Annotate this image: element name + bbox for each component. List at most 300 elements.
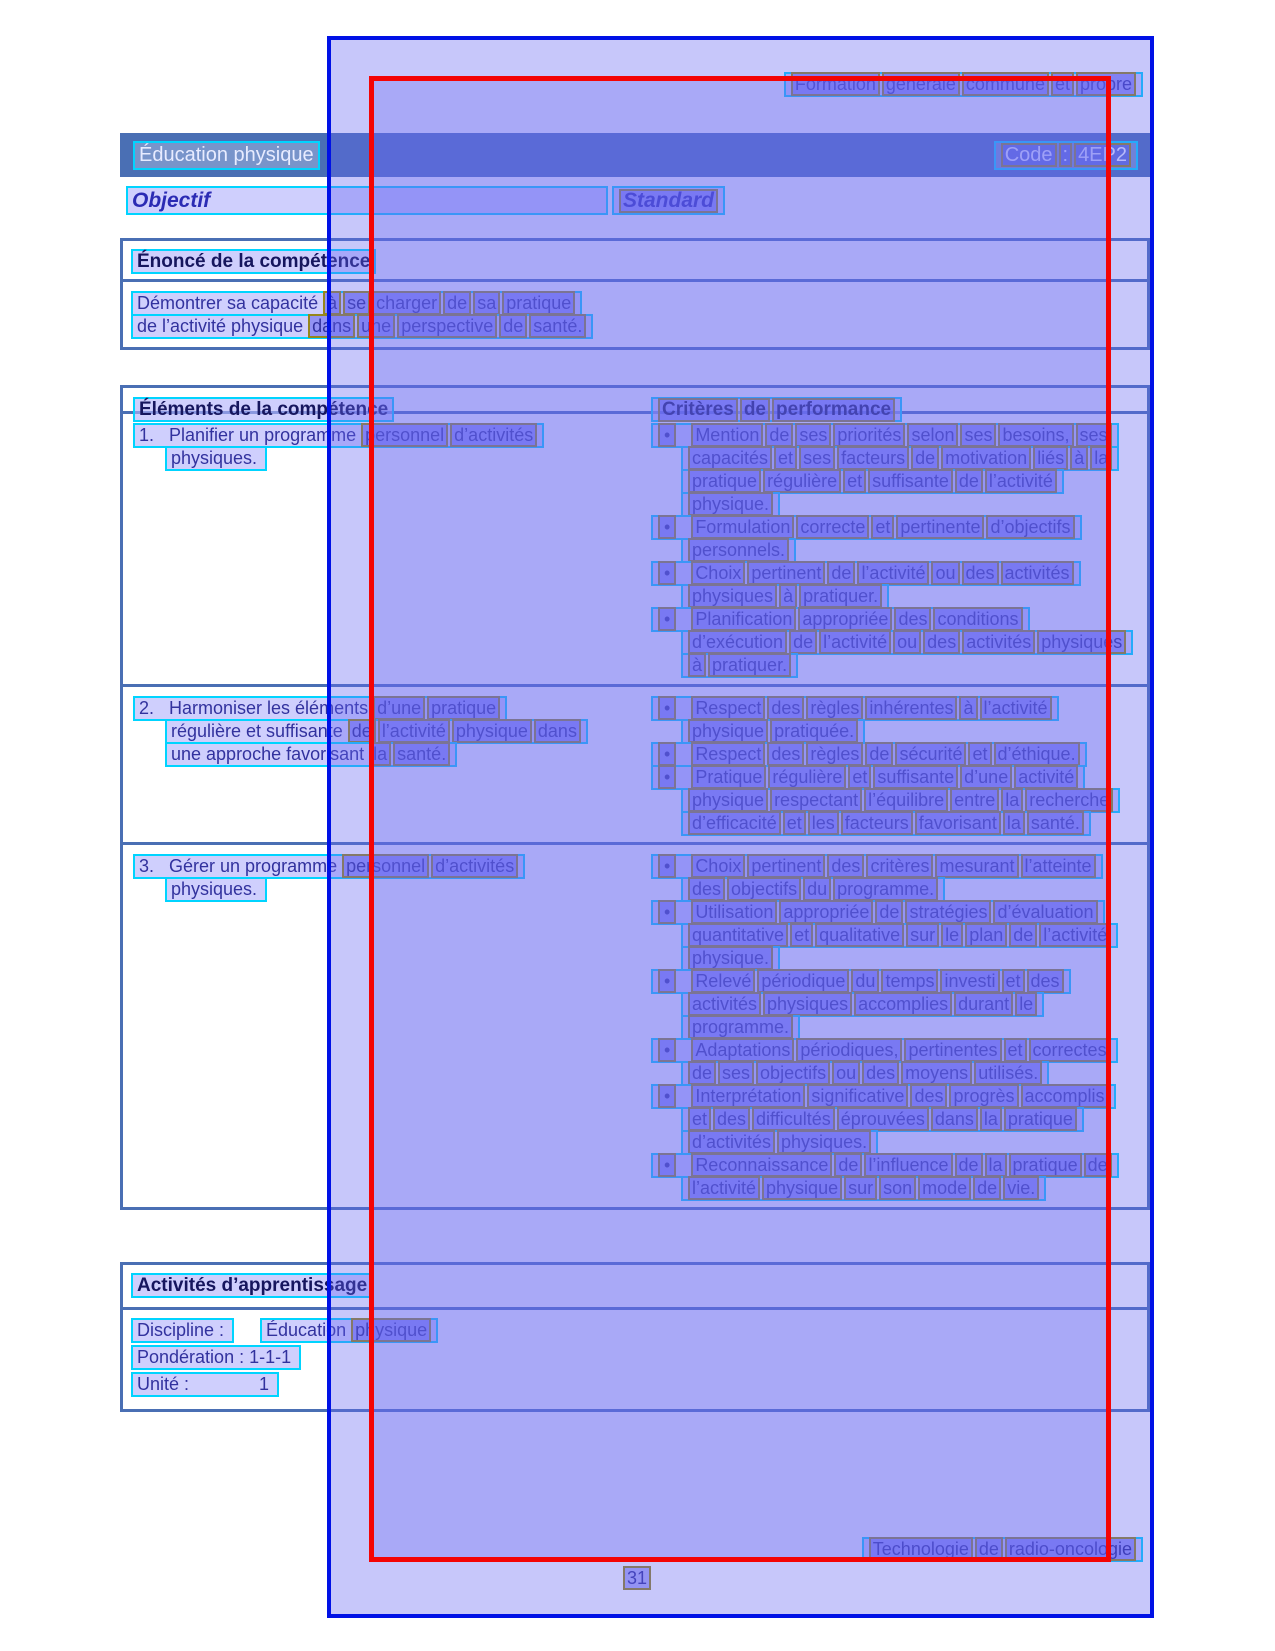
text-line bbox=[165, 877, 267, 902]
competence-row bbox=[123, 414, 1147, 687]
text-line-row bbox=[681, 653, 1147, 676]
word-box: règles bbox=[810, 698, 860, 718]
word-box: des bbox=[965, 563, 995, 583]
word-box: l’activité bbox=[1043, 925, 1108, 945]
criteres-header-cell bbox=[647, 388, 1147, 420]
word-box: Technologie bbox=[872, 1539, 969, 1559]
word-box: physique bbox=[355, 1320, 428, 1340]
word-box: Respect bbox=[695, 698, 762, 718]
word-box: appropriée bbox=[783, 902, 870, 922]
word-box: de bbox=[831, 563, 852, 583]
word-box: de bbox=[503, 316, 524, 336]
word-box: ou bbox=[897, 632, 918, 652]
text-line-row bbox=[681, 492, 1147, 515]
word-box: pertinentes bbox=[908, 1040, 998, 1060]
word-box: et bbox=[794, 925, 810, 945]
text-line bbox=[681, 653, 798, 678]
text-line bbox=[131, 314, 593, 339]
word-box: des bbox=[692, 879, 722, 899]
word-box: dans bbox=[537, 721, 577, 741]
word-box: motivation bbox=[945, 448, 1028, 468]
word-box: et bbox=[692, 1109, 708, 1129]
word-box: physiques bbox=[1041, 632, 1123, 652]
text-line bbox=[165, 742, 457, 767]
activites-title-row bbox=[123, 1265, 1147, 1310]
bullet-word-box: • bbox=[660, 517, 674, 537]
word-box: l’activité bbox=[861, 563, 926, 583]
word-box: programme. bbox=[837, 879, 935, 899]
plain-text: Discipline : bbox=[137, 1320, 225, 1340]
text-line-row bbox=[681, 1015, 1147, 1038]
word-box: et bbox=[778, 448, 794, 468]
plain-text: 1. Planifier un programme bbox=[139, 425, 357, 445]
word-box: d’efficacité bbox=[692, 813, 777, 833]
word-box: et bbox=[1007, 1040, 1023, 1060]
word-box: activités bbox=[966, 632, 1032, 652]
text-line bbox=[651, 1084, 1116, 1109]
word-box: et bbox=[786, 813, 802, 833]
word-box: accomplis bbox=[1024, 1086, 1105, 1106]
text-line bbox=[165, 719, 588, 744]
text-line bbox=[681, 992, 1044, 1017]
activites-title: Activités d’apprentissage bbox=[131, 1273, 373, 1298]
word-box: Pratique bbox=[695, 767, 763, 787]
criteria-cell bbox=[647, 687, 1147, 842]
word-box: priorités bbox=[837, 425, 902, 445]
word-box: objectifs bbox=[731, 879, 798, 899]
enonce-title-row bbox=[123, 241, 1147, 282]
word-box: physique bbox=[766, 1178, 839, 1198]
word-box: la bbox=[1005, 790, 1020, 810]
text-line bbox=[131, 1372, 279, 1397]
word-box: physique bbox=[692, 790, 765, 810]
text-line bbox=[681, 1130, 878, 1155]
text-line-row bbox=[681, 1130, 1147, 1153]
word-box: appropriée bbox=[802, 609, 889, 629]
text-line-row bbox=[681, 446, 1147, 469]
word-box: des bbox=[914, 1086, 944, 1106]
bullet-word-box: • bbox=[660, 1040, 674, 1060]
criteria-cell bbox=[647, 414, 1147, 684]
word-box: pratique bbox=[1012, 1155, 1078, 1175]
activites-line bbox=[131, 1372, 1147, 1399]
word-box: l’influence bbox=[868, 1155, 949, 1175]
word-box: ses bbox=[803, 448, 832, 468]
word-box: Code bbox=[1004, 143, 1053, 166]
text-line bbox=[681, 1176, 1046, 1201]
text-line bbox=[131, 1318, 234, 1343]
word-box: physique bbox=[455, 721, 528, 741]
word-box: de bbox=[958, 471, 979, 491]
text-line bbox=[681, 446, 1119, 471]
text-line bbox=[681, 811, 1091, 836]
word-box: d’évaluation bbox=[997, 902, 1094, 922]
word-box: pratique bbox=[431, 698, 497, 718]
plain-text: 3. Gérer un programme bbox=[139, 856, 338, 876]
footer-right-text bbox=[862, 1537, 1143, 1560]
text-line bbox=[133, 696, 507, 721]
word-box: correcte bbox=[800, 517, 866, 537]
word-box: personnel bbox=[365, 425, 445, 445]
word-box: ses bbox=[722, 1063, 751, 1083]
word-box: ou bbox=[836, 1063, 857, 1083]
word-box: de bbox=[978, 1539, 999, 1559]
word-box: pratiquée. bbox=[774, 721, 855, 741]
word-box: les bbox=[811, 813, 835, 833]
text-line-row bbox=[165, 877, 647, 900]
word-box: ses bbox=[1079, 425, 1108, 445]
word-box: son bbox=[883, 1178, 913, 1198]
element-cell bbox=[123, 687, 647, 842]
word-box: de bbox=[869, 744, 890, 764]
word-box: des bbox=[771, 698, 801, 718]
text-line-row bbox=[681, 811, 1147, 834]
competence-rows bbox=[123, 414, 1147, 1207]
text-line bbox=[681, 923, 1118, 948]
word-box: et bbox=[1054, 74, 1070, 94]
word-box: la bbox=[988, 1155, 1003, 1175]
word-box: Choix bbox=[695, 563, 742, 583]
text-line-row bbox=[651, 1084, 1147, 1107]
text-line-row bbox=[681, 469, 1147, 492]
word-box: ses bbox=[799, 425, 828, 445]
text-line bbox=[651, 765, 1085, 790]
text-line bbox=[681, 1015, 800, 1040]
word-box: sur bbox=[910, 925, 936, 945]
word-box: Formation bbox=[794, 74, 876, 94]
word-box: physiques bbox=[692, 586, 774, 606]
word-box: Planification bbox=[695, 609, 793, 629]
word-box: d’exécution bbox=[692, 632, 784, 652]
bullet-word-box: • bbox=[660, 902, 674, 922]
word-box: des bbox=[771, 744, 801, 764]
word-box: à bbox=[692, 655, 703, 675]
word-box: correctes bbox=[1032, 1040, 1107, 1060]
word-box: de bbox=[977, 1178, 998, 1198]
plain-text: de l’activité physique bbox=[137, 316, 304, 336]
word-box: sa bbox=[477, 293, 497, 313]
text-line bbox=[612, 186, 725, 215]
text-line-row bbox=[651, 900, 1147, 923]
page-header-right bbox=[784, 72, 1143, 95]
word-box: ses bbox=[964, 425, 993, 445]
word-box: Reconnaissance bbox=[695, 1155, 829, 1175]
text-line bbox=[165, 446, 267, 471]
word-box: à bbox=[327, 293, 338, 313]
word-box: Choix bbox=[695, 856, 742, 876]
page-number bbox=[622, 1568, 652, 1591]
word-box: programme. bbox=[692, 1017, 790, 1037]
plain-text: physiques. bbox=[171, 448, 258, 468]
word-box: : bbox=[1062, 143, 1069, 166]
title-bar-title: Éducation physique bbox=[133, 141, 320, 170]
word-box: besoins, bbox=[1002, 425, 1070, 445]
text-line bbox=[651, 1038, 1118, 1063]
word-box: facteurs bbox=[844, 813, 909, 833]
word-box: ou bbox=[935, 563, 956, 583]
word-box: suffisante bbox=[872, 471, 949, 491]
word-box: sécurité bbox=[899, 744, 963, 764]
word-box: perspective bbox=[401, 316, 494, 336]
text-line-row bbox=[651, 1038, 1147, 1061]
word-box: stratégies bbox=[909, 902, 988, 922]
word-box: favorisant bbox=[918, 813, 997, 833]
word-box: de bbox=[838, 1155, 859, 1175]
word-box: entre bbox=[954, 790, 996, 810]
word-box: à bbox=[783, 586, 794, 606]
competence-row bbox=[123, 687, 1147, 845]
text-line bbox=[651, 515, 1082, 540]
text-line-row bbox=[651, 696, 1147, 719]
word-box: activités bbox=[692, 994, 758, 1014]
word-box: propre bbox=[1079, 74, 1132, 94]
word-box: et bbox=[1005, 971, 1021, 991]
text-line-row bbox=[622, 1568, 652, 1591]
title-bar bbox=[120, 133, 1150, 177]
word-box: pertinente bbox=[900, 517, 981, 537]
word-box: suffisante bbox=[877, 767, 955, 787]
word-box: significative bbox=[811, 1086, 905, 1106]
word-box: de bbox=[1013, 925, 1034, 945]
text-line bbox=[681, 584, 889, 609]
word-box: l’atteinte bbox=[1024, 856, 1092, 876]
word-box: mode bbox=[922, 1178, 968, 1198]
text-line-row bbox=[862, 1537, 1143, 1560]
word-box: Adaptations bbox=[695, 1040, 791, 1060]
column-labels-row bbox=[126, 186, 1150, 215]
word-box: critères bbox=[870, 856, 930, 876]
word-box: pratiquer. bbox=[712, 655, 788, 675]
word-box: activités bbox=[1004, 563, 1070, 583]
text-line bbox=[651, 1153, 1119, 1178]
text-line bbox=[651, 969, 1071, 994]
word-box: régulière bbox=[767, 471, 838, 491]
word-box: pertinent bbox=[751, 856, 822, 876]
word-box: progrès bbox=[953, 1086, 1015, 1106]
word-box: pratique bbox=[506, 293, 572, 313]
word-box: et bbox=[847, 471, 863, 491]
word-box: Interprétation bbox=[695, 1086, 802, 1106]
text-line bbox=[133, 423, 544, 448]
word-box: personnel bbox=[346, 856, 426, 876]
text-line bbox=[784, 72, 1143, 97]
word-box: à bbox=[963, 698, 974, 718]
word-box: investi bbox=[944, 971, 996, 991]
text-line-row bbox=[165, 446, 647, 469]
word-box: objectifs bbox=[760, 1063, 827, 1083]
enonce-body bbox=[123, 282, 1147, 347]
text-line bbox=[681, 630, 1133, 655]
word-box: Utilisation bbox=[695, 902, 774, 922]
word-box: des bbox=[866, 1063, 896, 1083]
bullet-word-box: • bbox=[660, 698, 674, 718]
text-line-row bbox=[651, 969, 1147, 992]
word-box: de bbox=[1087, 1155, 1108, 1175]
text-line bbox=[681, 946, 780, 971]
plain-text: 2. Harmoniser les éléments bbox=[139, 698, 369, 718]
text-line bbox=[681, 788, 1120, 813]
elements-header-cell bbox=[123, 388, 647, 420]
word-box: 31 bbox=[627, 1568, 648, 1588]
word-box: des bbox=[927, 632, 957, 652]
text-line-row bbox=[133, 696, 647, 719]
text-line bbox=[681, 538, 796, 563]
word-box: performance bbox=[776, 399, 892, 420]
bullet-word-box: • bbox=[660, 971, 674, 991]
element-cell bbox=[123, 414, 647, 684]
word-box: physique. bbox=[692, 494, 770, 514]
word-box: utilisés. bbox=[978, 1063, 1039, 1083]
word-box: des bbox=[831, 856, 861, 876]
text-line bbox=[651, 423, 1119, 448]
word-box: inhérentes bbox=[869, 698, 954, 718]
competence-header-row bbox=[123, 388, 1147, 420]
word-box: une bbox=[361, 316, 392, 336]
text-line-row bbox=[165, 742, 647, 765]
word-box: la bbox=[983, 1109, 998, 1129]
word-box: 4EP2 bbox=[1078, 143, 1127, 166]
word-box: d’activités bbox=[454, 425, 534, 445]
word-box: dans bbox=[934, 1109, 974, 1129]
word-box: l’activité bbox=[823, 632, 888, 652]
word-box: de bbox=[879, 902, 900, 922]
word-box: d’une bbox=[964, 767, 1009, 787]
word-box: recherche bbox=[1029, 790, 1110, 810]
text-line bbox=[651, 607, 1030, 632]
bullet-word-box: • bbox=[660, 767, 674, 787]
activites-table bbox=[120, 1262, 1150, 1412]
activites-line bbox=[131, 1318, 1147, 1345]
plain-text: Démontrer sa capacité bbox=[137, 293, 319, 313]
text-line-row bbox=[165, 719, 647, 742]
word-box: difficultés bbox=[756, 1109, 831, 1129]
word-box: du bbox=[807, 879, 828, 899]
text-line-row bbox=[681, 946, 1147, 969]
text-line-row bbox=[651, 742, 1147, 765]
word-box: Respect bbox=[695, 744, 762, 764]
text-line-row bbox=[651, 854, 1147, 877]
word-box: générale bbox=[885, 74, 956, 94]
text-line-row bbox=[651, 607, 1147, 630]
word-box: éprouvées bbox=[840, 1109, 925, 1129]
word-box: activité bbox=[1018, 767, 1075, 787]
word-box: des bbox=[898, 609, 928, 629]
word-box: durant bbox=[958, 994, 1010, 1014]
word-box: dans bbox=[312, 316, 352, 336]
word-box: pertinent bbox=[751, 563, 822, 583]
word-box: des bbox=[717, 1109, 747, 1129]
text-line bbox=[681, 877, 945, 902]
bullet-word-box: • bbox=[660, 609, 674, 629]
text-line-row bbox=[651, 515, 1147, 538]
plain-text: Pondération : 1-1-1 bbox=[137, 1347, 292, 1367]
word-box: de bbox=[692, 1063, 713, 1083]
word-box: commune bbox=[965, 74, 1045, 94]
text-line bbox=[681, 1061, 1049, 1086]
text-line-row bbox=[681, 1176, 1147, 1199]
text-line-row bbox=[133, 854, 647, 877]
text-line bbox=[651, 900, 1105, 925]
word-box: physique. bbox=[692, 948, 770, 968]
text-line bbox=[994, 141, 1138, 170]
word-box: du bbox=[855, 971, 876, 991]
bullet-word-box: • bbox=[660, 1086, 674, 1106]
text-line bbox=[131, 1345, 301, 1370]
word-box: se bbox=[347, 293, 367, 313]
text-line bbox=[133, 854, 525, 879]
word-box: physique bbox=[692, 721, 765, 741]
word-box: d’éthique. bbox=[997, 744, 1076, 764]
title-bar-code bbox=[994, 141, 1138, 170]
word-box: vie. bbox=[1007, 1178, 1036, 1198]
text-line bbox=[622, 1568, 652, 1589]
word-box: Mention bbox=[695, 425, 760, 445]
word-box: personnels. bbox=[692, 540, 786, 560]
word-box: facteurs bbox=[841, 448, 906, 468]
text-line-row bbox=[681, 630, 1147, 653]
enonce-title: Énoncé de la compétence bbox=[131, 249, 376, 274]
text-line-row bbox=[681, 992, 1147, 1015]
bullet-word-box: • bbox=[660, 856, 674, 876]
word-box: liés bbox=[1037, 448, 1065, 468]
word-box: physiques bbox=[767, 994, 849, 1014]
text-line-row bbox=[651, 765, 1147, 788]
elements-header: Éléments de la compétence bbox=[133, 397, 394, 422]
bullet-word-box: • bbox=[660, 563, 674, 583]
word-box: de bbox=[769, 425, 790, 445]
text-line bbox=[681, 1107, 1084, 1132]
word-box: d’activités bbox=[435, 856, 515, 876]
word-box: physiques. bbox=[781, 1132, 868, 1152]
word-box: mesurant bbox=[939, 856, 1015, 876]
word-box: de bbox=[793, 632, 814, 652]
word-box: qualitative bbox=[819, 925, 901, 945]
text-line bbox=[131, 291, 582, 316]
text-line-row bbox=[133, 423, 647, 446]
word-box: d’objectifs bbox=[990, 517, 1071, 537]
word-box: l’équilibre bbox=[868, 790, 945, 810]
text-line-row bbox=[681, 788, 1147, 811]
plain-text: Unité : 1 bbox=[137, 1374, 270, 1394]
word-box: d’une bbox=[377, 698, 422, 718]
text-line-row bbox=[681, 1107, 1147, 1130]
word-box: respectant bbox=[774, 790, 859, 810]
text-line bbox=[862, 1537, 1143, 1562]
word-box: Formulation bbox=[695, 517, 791, 537]
text-line-row bbox=[651, 1153, 1147, 1176]
plain-text: Éducation bbox=[266, 1320, 347, 1340]
word-box: quantitative bbox=[692, 925, 785, 945]
word-box: à bbox=[1074, 448, 1085, 468]
element-cell bbox=[123, 845, 647, 1207]
word-box: moyens bbox=[905, 1063, 969, 1083]
word-box: règles bbox=[810, 744, 860, 764]
plain-text: une approche favorisant bbox=[171, 744, 365, 764]
text-line-row bbox=[681, 719, 1147, 742]
text-line-row bbox=[681, 923, 1147, 946]
text-line-row bbox=[784, 72, 1143, 95]
criteria-cell bbox=[647, 845, 1147, 1207]
plain-text: régulière et suffisante bbox=[171, 721, 343, 741]
word-box: la bbox=[373, 744, 388, 764]
word-box: des bbox=[1030, 971, 1060, 991]
text-line bbox=[651, 696, 1059, 721]
word-box: accomplies bbox=[858, 994, 949, 1014]
text-line-row bbox=[681, 1061, 1147, 1084]
text-line bbox=[681, 469, 1064, 494]
word-box: et bbox=[852, 767, 868, 787]
competence-row bbox=[123, 845, 1147, 1207]
